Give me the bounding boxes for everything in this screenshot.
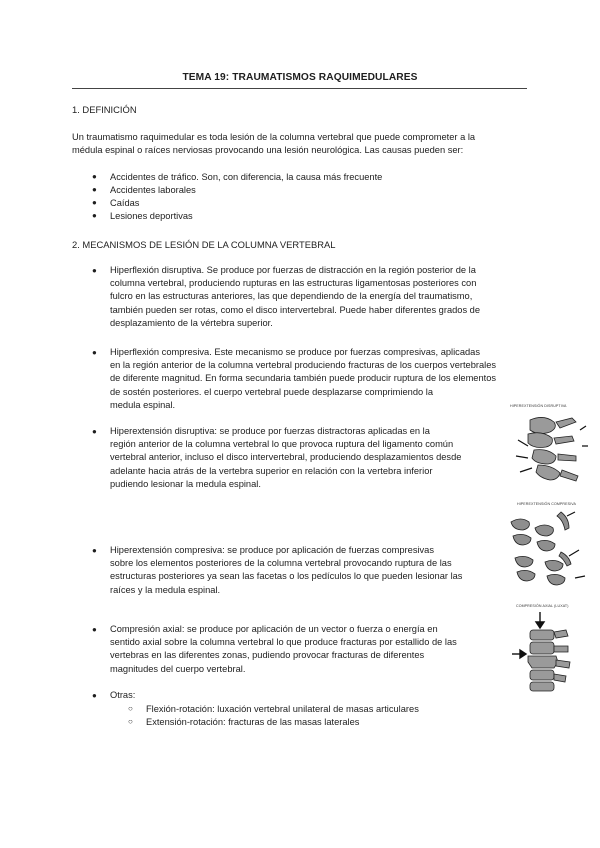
sub-bullet-icon: ○ <box>128 704 133 713</box>
bullet-icon: ● <box>92 172 97 181</box>
title-underline <box>72 88 527 89</box>
figure-caption: HIPEREXTENSIÓN DISRUPTIVA <box>510 404 567 408</box>
bullet-icon: ● <box>92 691 97 700</box>
bullet-icon: ● <box>92 198 97 207</box>
bullet-icon: ● <box>92 427 97 436</box>
spine-illustration <box>505 508 595 592</box>
bullet-icon: ● <box>92 211 97 220</box>
bullet-icon: ● <box>92 625 97 634</box>
bullet-icon: ● <box>92 348 97 357</box>
section-2-heading: 2. MECANISMOS DE LESIÓN DE LA COLUMNA VERTEBRAL <box>72 239 336 250</box>
definition-line-1: Un traumatismo raquimedular es toda lesión de la columna vertebral que puede comprometer a la <box>72 132 476 142</box>
figure-hiperextension-compresiva <box>505 502 595 592</box>
bullet-icon: ● <box>92 185 97 194</box>
document-title: TEMA 19: TRAUMATISMOS RAQUIMEDULARES <box>182 72 418 83</box>
section-1-heading: 1. DEFINICIÓN <box>72 104 137 115</box>
sub-bullet-icon: ○ <box>128 717 133 726</box>
definition-line-2: médula espinal o raíces nerviosas provocando una lesión neurológica. Las causas pueden ser: <box>72 145 464 156</box>
document-page: TEMA 19: TRAUMATISMOS RAQUIMEDULARES 1. DEFINICIÓN Un traumatismo raquimedular es toda lesión de la columna vertebral que puede comprometer a la médula espinal o raíces nerviosas provocando una lesión neurológica. Las causas pueden ser: ● Accidentes de tráfico. Son, con diferencia, la causa más frecuente ● Accidentes laborales ● Caídas ● Lesiones deportivas 2. MECANISMOS DE LESIÓN DE LA COLUMNA VERTEBRAL ● Hiperflexión disruptiva. Se produce por fuerzas de distracción en la región posterior de la columna vertebral, produciendo rupturas en las estructuras ligamentosas posteriores con fulcro en las estructuras anteriores, las que dependiendo de la energía del traumatismo, también pueden ser rotas, como el disco intervertebral. Puede haber diferentes grados de desplazamiento de la vértebra superior. ● Hiperflexión compresiva. Este mecanismo se produce por fuerzas compresivas, aplicadas en la región anterior de la columna vertebral produciendo fracturas de los cuerpos vertebrales de diferente magnitud. En forma secundaria también puede producir ruptura de los elementos de sostén posteriores. el cuerpo vertebral puede desplazarse comprimiendo la medula espinal. ● Hiperextensión disruptiva: se produce por fuerzas distractoras aplicadas en la región anterior de la columna vertebral lo que provoca ruptura del ligamento común vertebral anterior, incluso el disco intervertebral, produciendo desplazamientos desde adelante hacia atrás de la vertebra superior en relación con la vertebra inferior pudiendo lesionar la medula espinal. ● Hiperextensión compresiva: se produce por aplicación de fuerzas compresivas sobre los elementos posteriores de la columna vertebral provocando ruptura de las estructuras posteriores ya sean las facetas o los pedículos lo que pueden lesionar las raíces y la medula espinal. ● Compresión axial: se produce por aplicación de un vector o fuerza o energía en sentido axial sobre la columna vertebral lo que produce fracturas por estallido de las vertebras en las diferentes zonas, pudiendo provocar fracturas de diferentes magnitudes del cuerpo vertebral. ● Otras: ○ Flexión-rotación: luxación vertebral unilateral de masas articulares ○ Extensión-rotación: fracturas de las masas laterales HIPEREXTENSIÓN DISRUPTIVA HIPEREXTENSIÓN COMPRESIVA COMPRESIÓN AXIAL (LUXAT) <box>0 0 600 848</box>
spine-illustration <box>508 610 594 694</box>
figure-hiperextension-disruptiva <box>510 404 590 490</box>
bullet-icon: ● <box>92 266 97 275</box>
spine-illustration <box>510 410 590 490</box>
figure-compresion-axial <box>508 604 594 694</box>
bullet-icon: ● <box>92 546 97 555</box>
definition-paragraph <box>72 131 532 157</box>
figure-caption: COMPRESIÓN AXIAL (LUXAT) <box>516 604 569 608</box>
figure-caption: HIPEREXTENSIÓN COMPRESIVA <box>517 502 576 506</box>
